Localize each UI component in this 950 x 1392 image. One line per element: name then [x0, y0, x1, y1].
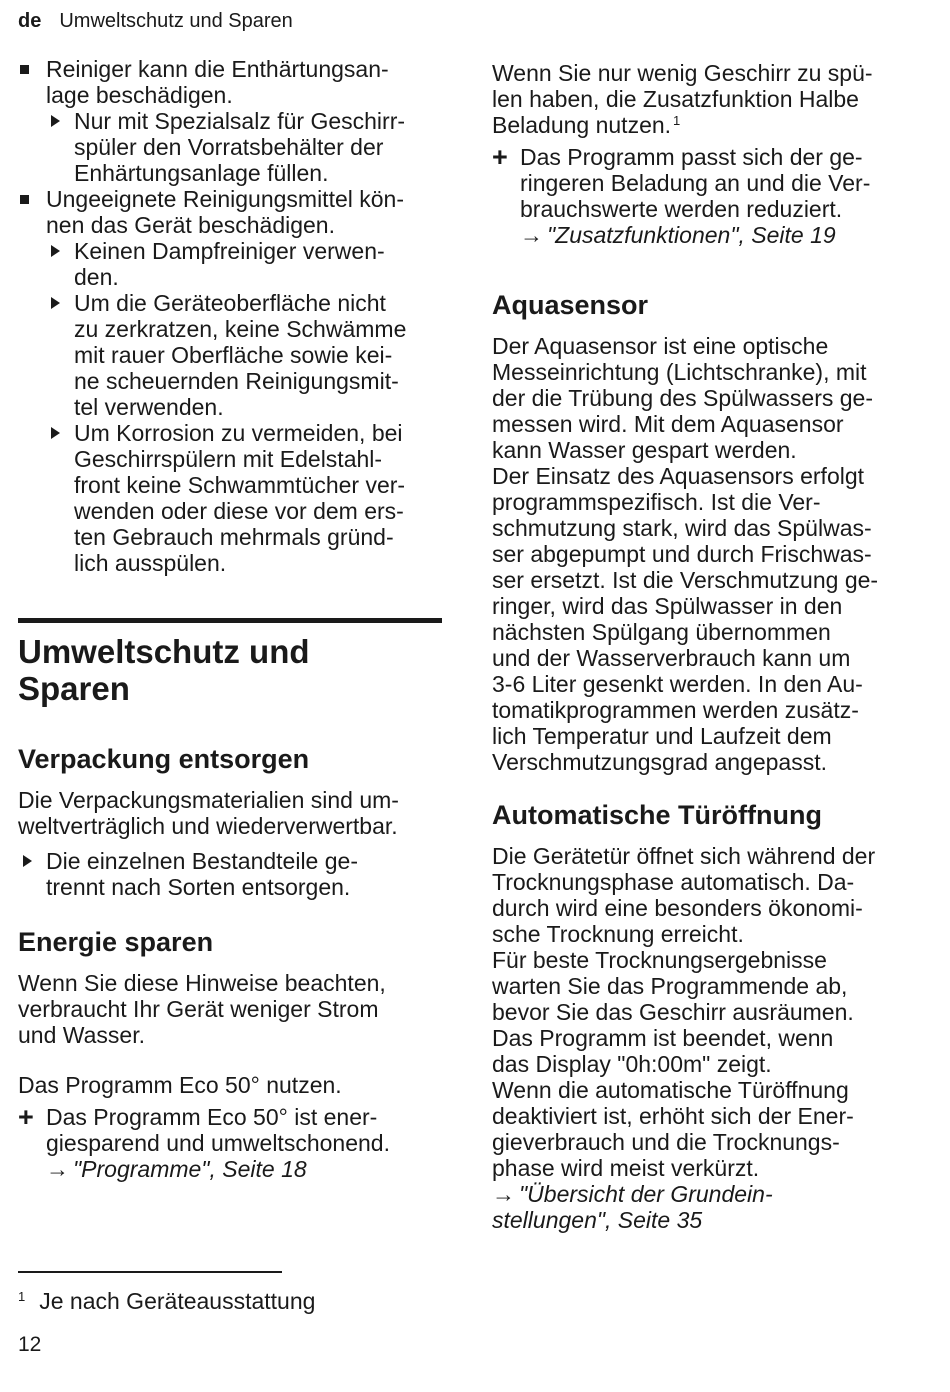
left-column [18, 56, 446, 1182]
square-bullet-icon [20, 65, 29, 74]
heading-verpackung: Verpackung entsorgen [18, 744, 310, 774]
arrow-right-icon: → [492, 1181, 515, 1207]
warning-bullet: Ungeeignete Reinigungsmittel kön- nen das Gerät beschädigen. [18, 186, 446, 238]
aquasensor-text-1: Der Aquasensor ist eine optische Messeinrichtung (Lichtschranke), mit der die Trübung des Spülwassers ge- messen wird. Mit dem Aquasensor kann Wasser gespart werden. [492, 333, 873, 463]
tuer-text-2: Für beste Trocknungsergebnisse warten Sie das Programmende ab, bevor Sie das Geschirr ausräumen. Das Programm ist beendet, wenn das Display "0h:00m" zeigt. [492, 947, 854, 1077]
section-title: Umweltschutz und Sparen [18, 633, 310, 707]
aquasensor-text-2: Der Einsatz des Aquasensors erfolgt programmspezifisch. Ist die Ver- schmutzung stark, wird das Spülwas- ser abgepumpt und durch Frischwas- ser ersetzt. Ist die Verschmutzung ge- ringer, wird das Spülwasser in den nächsten Spülgang übernommen und der Wasserverbrauch kann um 3-6 Liter gesenkt werden. In den Au- tomatikprogrammen werden zusätz- lich Temperatur und Laufzeit dem Verschmutzungsgrad angepasst. [492, 463, 879, 775]
action-step: Nur mit Spezialsalz für Geschirr- spüler den Vorratsbehälter der Enhärtungsanlage füllen. [18, 108, 446, 186]
footnote-mark: 1 [18, 1289, 26, 1304]
footnote [18, 1288, 315, 1318]
section-rule [18, 618, 442, 623]
language-code: de [18, 10, 42, 32]
cross-reference-link[interactable]: → "Programme", Seite 18 [46, 1156, 307, 1182]
energie-text: Wenn Sie diese Hinweise beachten, verbraucht Ihr Gerät weniger Strom und Wasser. [18, 970, 386, 1048]
cross-reference-link[interactable]: → "Übersicht der Grundein- stellungen", Seite 35 [492, 1181, 773, 1233]
heading-energie: Energie sparen [18, 927, 214, 957]
benefit-item: + Das Programm Eco 50° ist ener- giesparend und umweltschonend. → "Programme", Seite 18 [18, 1102, 390, 1182]
square-bullet-icon [20, 195, 29, 204]
triangle-bullet-icon [51, 115, 60, 127]
action-step: Um Korrosion zu vermeiden, bei Geschirrspülern mit Edelstahl- front keine Schwammtücher ver- wenden oder diese vor dem ers- ten Gebrauch mehrmals gründ- lich ausspülen. [18, 420, 446, 576]
footnote-marker: 1 [673, 113, 681, 128]
plus-icon: + [492, 142, 508, 172]
footnote-separator [18, 1271, 282, 1273]
page-number: 12 [18, 1333, 42, 1356]
halbe-beladung-text: Wenn Sie nur wenig Geschirr zu spü- len haben, die Zusatzfunktion Halbe Beladung nutzen. $^1$ [492, 60, 873, 138]
warning-bullet: Reiniger kann die Enthärtungsan- lage beschädigen. [18, 56, 446, 108]
energie-tip: Das Programm Eco 50° nutzen. [18, 1072, 342, 1098]
right-column [492, 60, 924, 1233]
heading-aquasensor: Aquasensor [492, 290, 649, 320]
triangle-bullet-icon [23, 855, 32, 867]
tuer-text-3: Wenn die automatische Türöffnung deaktiviert ist, erhöht sich der Ener- gieverbrauch und die Trocknungs- phase wird meist verkürzt. [492, 1077, 854, 1181]
triangle-bullet-icon [51, 245, 60, 257]
heading-tueroeffnung: Automatische Türöffnung [492, 800, 822, 830]
plus-icon: + [18, 1102, 34, 1132]
cross-reference-link[interactable]: → "Zusatzfunktionen", Seite 19 [520, 222, 836, 248]
arrow-right-icon: → [46, 1156, 69, 1182]
triangle-bullet-icon [51, 297, 60, 309]
benefit-item: + Das Programm passt sich der ge- ringeren Beladung an und die Ver- brauchswerte werden reduziert. → "Zusatzfunktionen", Seite 19 [492, 142, 871, 248]
tuer-text-1: Die Gerätetür öffnet sich während der Trocknungsphase automatisch. Da- durch wird eine besonders ökonomi- sche Trocknung erreicht. [492, 843, 876, 947]
running-header [18, 8, 293, 34]
verpackung-text: Die Verpackungsmaterialien sind um- weltverträglich und wiederverwertbar. [18, 787, 399, 839]
action-step: Um die Geräteoberfläche nicht zu zerkratzen, keine Schwämme mit rauer Oberfläche sowie kei- ne scheuernden Reinigungsmit- tel verwenden. [18, 290, 446, 420]
footnote-text: Je nach Geräteausstattung [39, 1288, 316, 1314]
action-step: Die einzelnen Bestandteile ge- trennt nach Sorten entsorgen. [18, 848, 446, 900]
header-title: Umweltschutz und Sparen [59, 10, 293, 32]
triangle-bullet-icon [51, 427, 60, 439]
arrow-right-icon: → [520, 222, 543, 248]
action-step: Keinen Dampfreiniger verwen- den. [18, 238, 446, 290]
